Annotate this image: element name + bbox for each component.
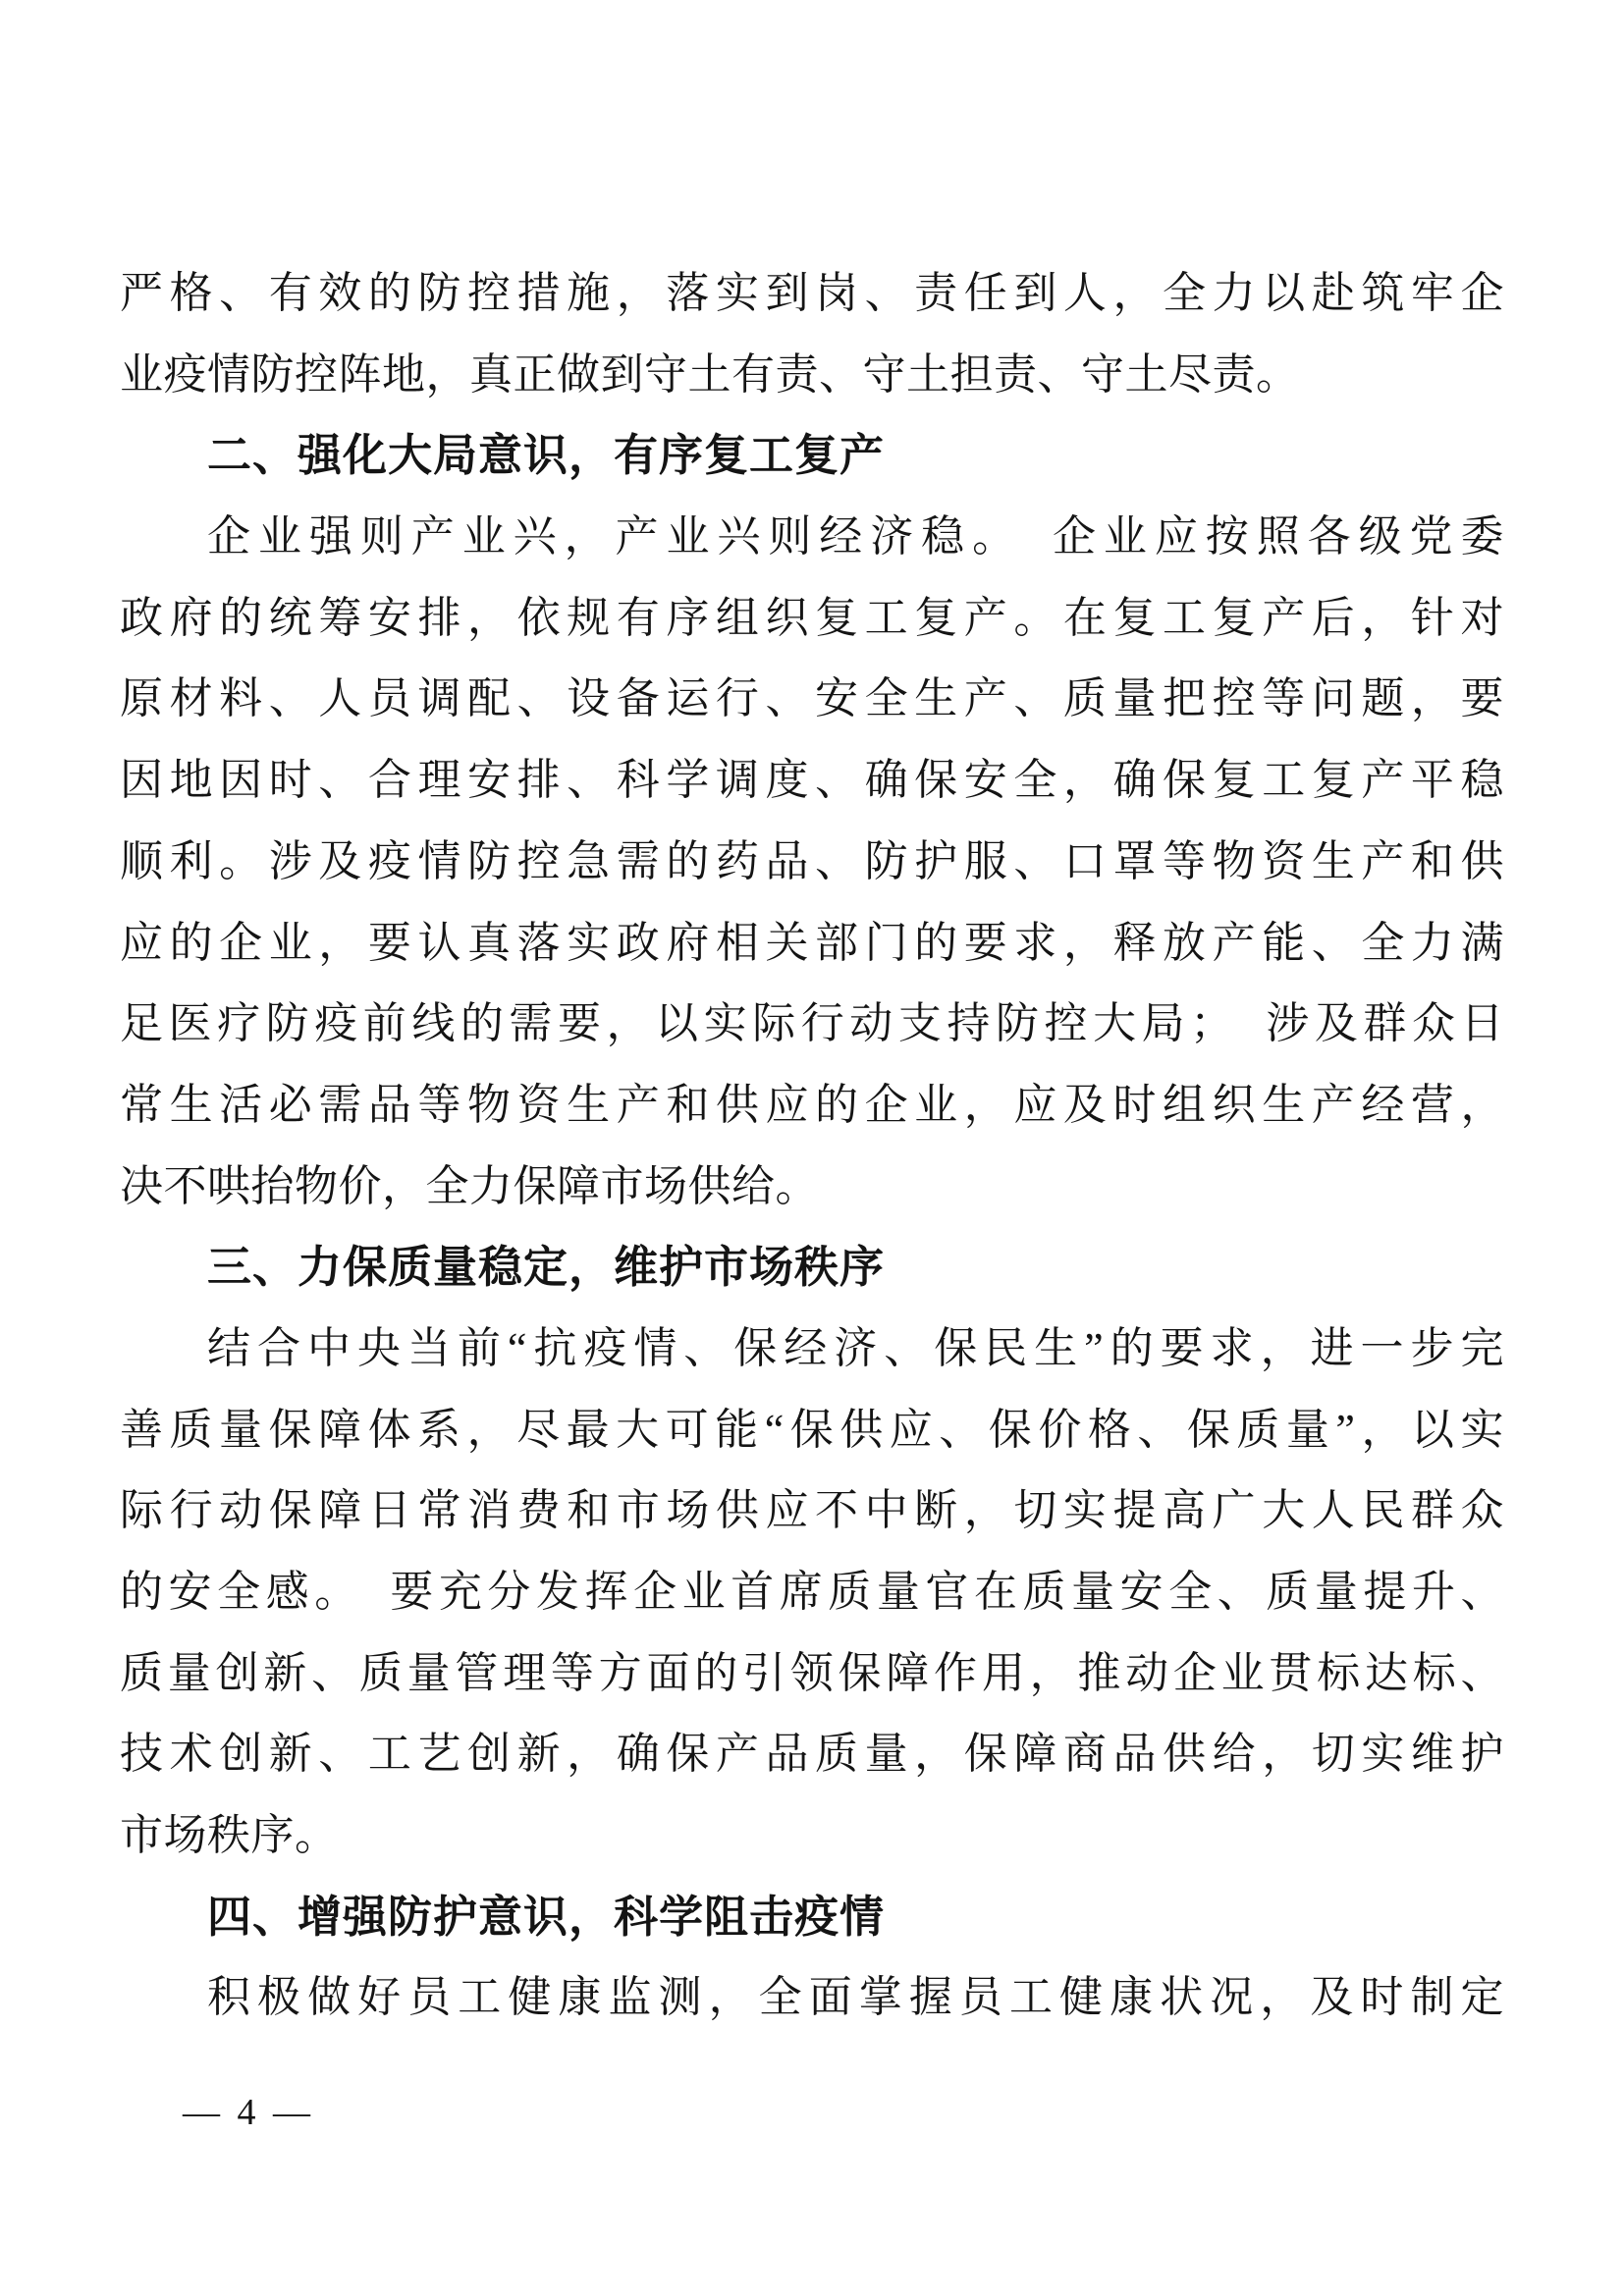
text-line: 政府的统筹安排，依规有序组织复工复产。在复工复产后，针对 — [120, 593, 1504, 642]
section-heading: 四、增强防护意识，科学阻击疫情 — [207, 1891, 886, 1942]
text-line: 际行动保障日常消费和市场供应不中断，切实提高广大人民群众 — [120, 1486, 1504, 1535]
text-line: 顺利。涉及疫情防控急需的药品、防护服、口罩等物资生产和供 — [120, 836, 1504, 885]
section-heading: 二、强化大局意识，有序复工复产 — [207, 430, 886, 481]
text-line: 积极做好员工健康监测，全面掌握员工健康状况，及时制定 — [207, 1973, 1504, 2022]
section-heading: 三、力保质量稳定，维护市场秩序 — [207, 1242, 886, 1293]
page-number: — 4 — — [183, 2092, 314, 2133]
text-line: 原材料、人员调配、设备运行、安全生产、质量把控等问题，要 — [120, 674, 1504, 723]
text-line: 质量创新、质量管理等方面的引领保障作用，推动企业贯标达标、 — [120, 1648, 1504, 1697]
text-line: 因地因时、合理安排、科学调度、确保安全，确保复工复产平稳 — [120, 756, 1504, 805]
text-line: 的安全感。 要充分发挥企业首席质量官在质量安全、质量提升、 — [120, 1568, 1504, 1616]
text-line: 善质量保障体系，尽最大可能“保供应、保价格、保质量”，以实 — [120, 1405, 1504, 1454]
text-line: 技术创新、工艺创新，确保产品质量，保障商品供给，切实维护 — [120, 1730, 1504, 1779]
text-line: 市场秩序。 — [120, 1811, 339, 1860]
text-line: 决不哄抬物价，全力保障市场供给。 — [120, 1161, 819, 1210]
text-line: 常生活必需品等物资生产和供应的企业，应及时组织生产经营， — [120, 1080, 1504, 1129]
text-line: 业疫情防控阵地，真正做到守土有责、守土担责、守土尽责。 — [120, 349, 1300, 399]
text-line: 企业强则产业兴，产业兴则经济稳。 企业应按照各级党委 — [207, 512, 1504, 561]
text-line: 结合中央当前“抗疫情、保经济、保民生”的要求，进一步完 — [207, 1323, 1504, 1372]
text-line: 严格、有效的防控措施，落实到岗、责任到人，全力以赴筑牢企 — [120, 269, 1504, 317]
text-line: 应的企业，要认真落实政府相关部门的要求，释放产能、全力满 — [120, 918, 1504, 967]
text-line: 足医疗防疫前线的需要，以实际行动支持防控大局； 涉及群众日 — [120, 999, 1504, 1048]
document-body — [120, 253, 1504, 2039]
